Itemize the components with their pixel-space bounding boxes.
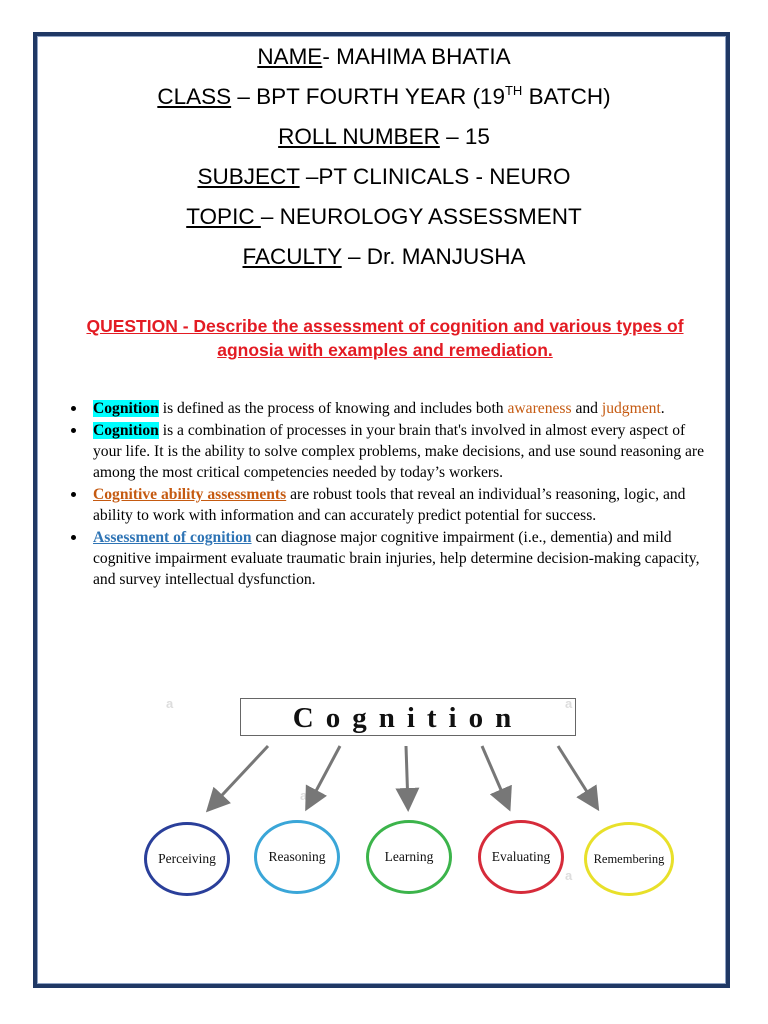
node-reasoning: Reasoning (254, 820, 340, 894)
bullet-list (66, 398, 716, 591)
node-perceiving: Perceiving (144, 822, 230, 896)
subject-line: SUBJECT –PT CLINICALS - NEURO (197, 164, 571, 189)
list-item: Cognitive ability assessments are robust tools that reveal an individual’s reasoning, logic, and ability to work with information and can accurately predict potential for success. (66, 484, 716, 526)
node-evaluating: Evaluating (478, 820, 564, 894)
cognitive-ability-link[interactable]: Cognitive ability assessments (93, 486, 287, 503)
list-item: Assessment of cognition can diagnose major cognitive impairment (i.e., dementia) and mild cognitive impairment evaluate traumatic brain injuries, help determine decision-making capacity, and survey intellectual dysfunction. (66, 527, 716, 590)
watermark-icon: a (166, 696, 174, 711)
cognition-title-box: Cognition (240, 698, 576, 736)
roll-number-line: ROLL NUMBER – 15 (278, 124, 490, 149)
list-item: Cognition is a combination of processes in your brain that's involved in almost every aspect of your life. It is the ability to solve complex problems, make decisions, and use sound reasoning are among the most critical competencies needed by today’s workers. (66, 420, 716, 483)
node-learning: Learning (366, 820, 452, 894)
question-heading: QUESTION - Describe the assessment of cognition and various types of agnosia with examples and remediation. (86, 316, 684, 360)
arrow-perceiving (210, 746, 268, 808)
cognition-diagram (140, 688, 680, 924)
class-line: CLASS – BPT FOURTH YEAR (19TH BATCH) (157, 83, 611, 109)
arrow-reasoning (308, 746, 340, 806)
watermark-icon: a (565, 696, 573, 711)
arrow-learning (406, 746, 408, 806)
topic-line: TOPIC – NEUROLOGY ASSESSMENT (186, 204, 582, 229)
faculty-line: FACULTY – Dr. MANJUSHA (242, 244, 526, 269)
arrow-remembering (558, 746, 596, 806)
watermark-icon: a (300, 788, 308, 803)
assessment-of-cognition-link[interactable]: Assessment of cognition (93, 529, 252, 546)
node-remembering: Remembering (584, 822, 674, 896)
list-item: Cognition is defined as the process of knowing and includes both awareness and judgment. (66, 398, 716, 419)
name-line: NAME- MAHIMA BHATIA (257, 44, 511, 69)
watermark-icon: a (565, 868, 573, 883)
arrow-evaluating (482, 746, 508, 806)
document-header (40, 42, 728, 282)
